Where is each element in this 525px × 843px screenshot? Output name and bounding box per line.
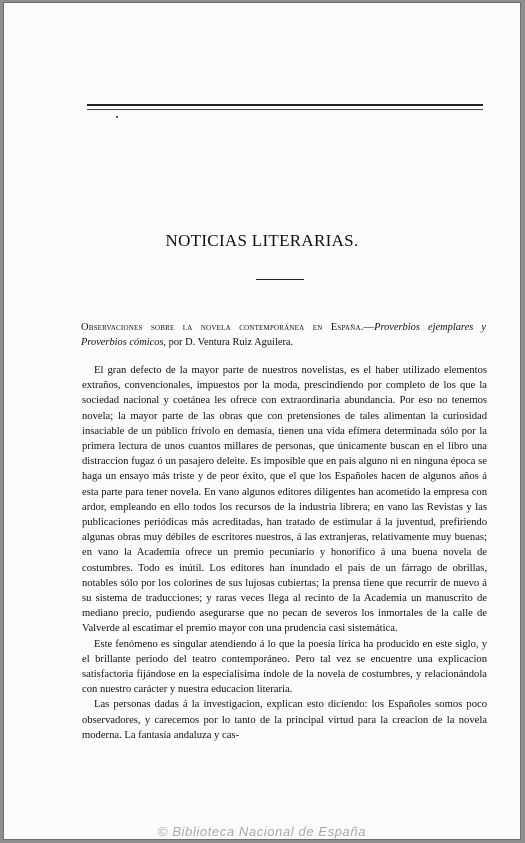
page-title: NOTICIAS LITERARIAS. [165,231,359,250]
document-page [4,3,520,839]
paragraph-1: El gran defecto de la mayor parte de nuestros novelistas, es el haber utilizado elementos extraños, convencionales, impuestos por la moda, prescindiendo por completo de los que la sociedad nacional y coetánea les ofrece con extraordinaria abundancia. Por eso no tenemos novela; la mayor parte de las obras que con pretensiones de tales alimentan la curiosidad insaciable de un público frívolo en demasía, tienen una vida efímera determinada sólo por la primera lectura de unos cuantos millares de personas, que únicamente buscan en el libro una distraccion fugaz ó un pasajero deleite. Es imposible que en pais alguno ni en ninguna época se haga un ensayo más triste y de peor éxito, que el que los Españoles hacen de algunos años á esta parte para tener novela. En vano algunos editores diligentes han acometido la empresa con ardor, empleando en ello todos los recursos de la industria librera; en vano las Revistas y las publicaciones periódicas más acreditadas, han tratado de estimular á la juventud, prefiriendo algunas obras muy débiles de escritores nuestros, á las extranjeras, relativamente muy buenas; en vano la Academia ofrece un premio pecuniario y honorífico á una buena novela de costumbres. Todo es inútil. Los editores han inundado el pais de un fárrago de obrillas, notables sólo por los colorines de sus lujosas cubiertas; la prensa tiene que recurrir de nuevo á su sistema de traducciones; y raras veces llega al recinto de la Academia un manuscrito de mediano precio, pudiendo asegurarse que no pecan de severos los inmortales de la calle de Valverde al escatimar el premio mayor con una prudencia casi sistemática. [82,365,487,635]
review-citation [81,320,486,350]
article-body [82,363,487,743]
library-watermark: © Biblioteca Nacional de España [157,824,367,839]
citation-works: Proverbios ejemplares y Proverbios cómicos, [81,322,486,348]
paragraph-3: Las personas dadas á la investigacion, explican esto diciendo: los Españoles somos poco observadores, y carecemos por lo tanto de la principal virtud para la creacion de la novela moderna. La fantasía andaluza y cas- [82,699,487,741]
citation-prefix: Observaciones sobre la novela contemporánea en España.— [81,322,375,333]
header-rule-thin [87,109,483,110]
paragraph-2: Este fenómeno es singular atendiendo á lo que la poesía lírica ha producido en este siglo, y el brillante periodo del teatro contemporáneo. Pero tal vez se encuentre una explicacion satisfactoria fijándose en la especialísima índole de la novela de costumbres, y relacionándola con nuestro carácter y nuestra educacion literaria. [82,638,487,696]
header-rule [87,104,483,106]
print-speck [116,116,118,118]
title-rule [256,279,304,280]
citation-author: por D. Ventura Ruiz Aguilera. [166,337,294,348]
